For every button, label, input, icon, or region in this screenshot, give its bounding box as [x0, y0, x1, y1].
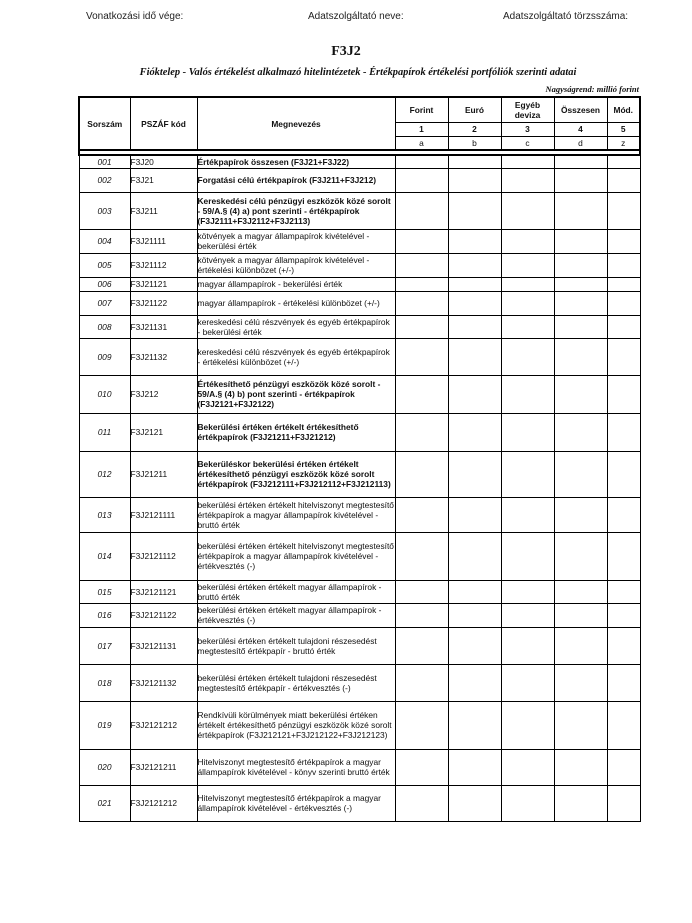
row-code: F3J21112 — [130, 253, 197, 277]
row-number: 006 — [79, 277, 130, 291]
col-euro-header: Euró — [448, 97, 501, 122]
value-cell-egyeb-deviza — [501, 291, 554, 315]
value-cell-euro — [448, 451, 501, 497]
table-row — [79, 155, 640, 168]
row-number: 010 — [79, 375, 130, 413]
value-cell-forint — [395, 497, 448, 532]
row-number: 008 — [79, 315, 130, 338]
col-letter: d — [554, 136, 607, 150]
value-cell-osszesen — [554, 315, 607, 338]
value-cell-egyeb-deviza — [501, 229, 554, 253]
value-cell-forint — [395, 451, 448, 497]
value-cell-forint — [395, 253, 448, 277]
table-row — [79, 532, 640, 580]
value-cell-forint — [395, 277, 448, 291]
value-cell-euro — [448, 168, 501, 192]
value-cell-mod — [607, 168, 640, 192]
value-cell-forint — [395, 375, 448, 413]
value-cell-egyeb-deviza — [501, 451, 554, 497]
row-code: F3J2121211 — [130, 749, 197, 785]
value-cell-egyeb-deviza — [501, 338, 554, 375]
value-cell-euro — [448, 155, 501, 168]
row-code: F3J20 — [130, 155, 197, 168]
value-cell-euro — [448, 253, 501, 277]
value-cell-forint — [395, 155, 448, 168]
col-letter: c — [501, 136, 554, 150]
row-description: kereskedési célú részvények és egyéb értékpapírok - értékelési különbözet (+/-) — [197, 338, 395, 375]
value-cell-mod — [607, 749, 640, 785]
row-description: bekerülési értéken értékelt tulajdoni részesedést megtestesítő értékpapír - bruttó érték — [197, 627, 395, 664]
row-number: 013 — [79, 497, 130, 532]
table-row — [79, 253, 640, 277]
col-letter: b — [448, 136, 501, 150]
value-cell-mod — [607, 155, 640, 168]
value-cell-euro — [448, 627, 501, 664]
table-row — [79, 229, 640, 253]
row-description: bekerülési értéken értékelt tulajdoni részesedést megtestesítő értékpapír - értékvesztés (-) — [197, 664, 395, 701]
value-cell-forint — [395, 229, 448, 253]
value-cell-mod — [607, 497, 640, 532]
value-cell-egyeb-deviza — [501, 155, 554, 168]
value-cell-egyeb-deviza — [501, 749, 554, 785]
value-cell-egyeb-deviza — [501, 627, 554, 664]
table-row — [79, 497, 640, 532]
row-number: 003 — [79, 192, 130, 229]
value-cell-egyeb-deviza — [501, 497, 554, 532]
col-number: 3 — [501, 122, 554, 136]
row-description: Bekerülési értéken értékelt értékesíthető értékpapírok (F3J21211+F3J21212) — [197, 413, 395, 451]
row-code: F3J21122 — [130, 291, 197, 315]
row-code: F3J2121 — [130, 413, 197, 451]
row-number: 002 — [79, 168, 130, 192]
table-row — [79, 701, 640, 749]
value-cell-osszesen — [554, 497, 607, 532]
col-kod-header: PSZÁF kód — [130, 97, 197, 150]
value-cell-mod — [607, 701, 640, 749]
value-cell-mod — [607, 291, 640, 315]
ref-date-label: Vonatkozási idő vége: — [86, 11, 184, 22]
row-code: F3J2121121 — [130, 580, 197, 603]
value-cell-forint — [395, 627, 448, 664]
value-cell-euro — [448, 785, 501, 821]
row-code: F3J211 — [130, 192, 197, 229]
value-cell-egyeb-deviza — [501, 277, 554, 291]
row-number: 001 — [79, 155, 130, 168]
col-osszesen-header: Összesen — [554, 97, 607, 122]
table-row — [79, 664, 640, 701]
value-cell-osszesen — [554, 253, 607, 277]
value-cell-osszesen — [554, 785, 607, 821]
value-cell-osszesen — [554, 603, 607, 627]
row-description: Bekerüléskor bekerülési értéken értékelt értékesíthető pénzügyi eszközök közé sorolt értékpapírok (F3J212111+F3J212112+F3J212113) — [197, 451, 395, 497]
col-number: 4 — [554, 122, 607, 136]
row-number: 014 — [79, 532, 130, 580]
value-cell-mod — [607, 413, 640, 451]
value-cell-osszesen — [554, 168, 607, 192]
value-cell-forint — [395, 315, 448, 338]
col-megnevezes-header: Megnevezés — [197, 97, 395, 150]
value-cell-forint — [395, 580, 448, 603]
row-description: Hitelviszonyt megtestesítő értékpapírok a magyar állampapírok kivételével - értékvesztés (-) — [197, 785, 395, 821]
col-forint-header: Forint — [395, 97, 448, 122]
value-cell-osszesen — [554, 229, 607, 253]
row-number: 018 — [79, 664, 130, 701]
provider-id-label: Adatszolgáltató törzsszáma: — [503, 11, 629, 22]
table-row — [79, 580, 640, 603]
value-cell-euro — [448, 291, 501, 315]
value-cell-euro — [448, 192, 501, 229]
value-cell-osszesen — [554, 277, 607, 291]
value-cell-egyeb-deviza — [501, 168, 554, 192]
value-cell-osszesen — [554, 375, 607, 413]
table-row — [79, 168, 640, 192]
col-number: 2 — [448, 122, 501, 136]
row-code: F3J21 — [130, 168, 197, 192]
row-number: 005 — [79, 253, 130, 277]
value-cell-osszesen — [554, 701, 607, 749]
row-description: magyar állampapírok - értékelési különbözet (+/-) — [197, 291, 395, 315]
value-cell-mod — [607, 375, 640, 413]
table-row — [79, 192, 640, 229]
value-cell-osszesen — [554, 291, 607, 315]
row-code: F3J21121 — [130, 277, 197, 291]
value-cell-egyeb-deviza — [501, 603, 554, 627]
value-cell-egyeb-deviza — [501, 253, 554, 277]
value-cell-mod — [607, 315, 640, 338]
row-code: F3J212 — [130, 375, 197, 413]
value-cell-mod — [607, 192, 640, 229]
value-cell-mod — [607, 451, 640, 497]
table-row — [79, 451, 640, 497]
table-row — [79, 291, 640, 315]
value-cell-forint — [395, 532, 448, 580]
row-description: bekerülési értéken értékelt hitelviszonyt megtestesítő értékpapírok a magyar állampapírok kivételével - értékvesztés (-) — [197, 532, 395, 580]
row-number: 007 — [79, 291, 130, 315]
value-cell-mod — [607, 229, 640, 253]
row-description: bekerülési értéken értékelt magyar állampapírok - értékvesztés (-) — [197, 603, 395, 627]
row-code: F3J2121212 — [130, 785, 197, 821]
row-description: Értékesíthető pénzügyi eszközök közé sorolt - 59/A.§ (4) b) pont szerinti - értékpapírok (F3J2121+F3J2122) — [197, 375, 395, 413]
value-cell-forint — [395, 338, 448, 375]
value-cell-euro — [448, 532, 501, 580]
table-row — [79, 603, 640, 627]
table-body — [79, 155, 640, 821]
row-number: 017 — [79, 627, 130, 664]
row-description: Kereskedési célú pénzügyi eszközök közé sorolt - 59/A.§ (4) a) pont szerinti - értékpapírok (F3J2111+F3J2112+F3J2113) — [197, 192, 395, 229]
col-number: 1 — [395, 122, 448, 136]
row-number: 019 — [79, 701, 130, 749]
value-cell-egyeb-deviza — [501, 315, 554, 338]
value-cell-euro — [448, 338, 501, 375]
col-egyeb-deviza-header: Egyéb deviza — [501, 97, 554, 122]
value-cell-osszesen — [554, 413, 607, 451]
col-number: 5 — [607, 122, 640, 136]
row-code: F3J2121112 — [130, 532, 197, 580]
value-cell-egyeb-deviza — [501, 664, 554, 701]
row-number: 009 — [79, 338, 130, 375]
row-number: 015 — [79, 580, 130, 603]
row-number: 020 — [79, 749, 130, 785]
value-cell-mod — [607, 603, 640, 627]
table-row — [79, 413, 640, 451]
value-cell-osszesen — [554, 580, 607, 603]
col-sorszam-header: Sorszám — [79, 97, 130, 150]
table-row — [79, 785, 640, 821]
value-cell-osszesen — [554, 664, 607, 701]
col-letter: a — [395, 136, 448, 150]
value-cell-osszesen — [554, 451, 607, 497]
value-cell-forint — [395, 749, 448, 785]
value-cell-euro — [448, 229, 501, 253]
row-code: F3J21211 — [130, 451, 197, 497]
value-cell-mod — [607, 532, 640, 580]
value-cell-euro — [448, 497, 501, 532]
row-description: Forgatási célú értékpapírok (F3J211+F3J212) — [197, 168, 395, 192]
value-cell-forint — [395, 291, 448, 315]
row-description: Rendkívüli körülmények miatt bekerülési értéken értékelt értékesíthető pénzügyi eszközök közé sorolt értékpapírok (F3J212121+F3J212122+F3J212123) — [197, 701, 395, 749]
value-cell-euro — [448, 277, 501, 291]
col-letter: z — [607, 136, 640, 150]
row-number: 012 — [79, 451, 130, 497]
table-row — [79, 277, 640, 291]
row-number: 004 — [79, 229, 130, 253]
form-code: F3J2 — [331, 44, 361, 59]
value-cell-forint — [395, 603, 448, 627]
form-subtitle: Fióktelep - Valós értékelést alkalmazó hitelintézetek - Értékpapírok értékelési portfóliók szerinti adatai — [139, 67, 577, 78]
value-cell-osszesen — [554, 749, 607, 785]
table-row — [79, 627, 640, 664]
unit-note: Nagyságrend: millió forint — [545, 84, 639, 94]
value-cell-euro — [448, 664, 501, 701]
value-cell-egyeb-deviza — [501, 375, 554, 413]
row-description: kötvények a magyar állampapírok kivételével - bekerülési érték — [197, 229, 395, 253]
value-cell-euro — [448, 315, 501, 338]
value-cell-egyeb-deviza — [501, 413, 554, 451]
value-cell-euro — [448, 749, 501, 785]
row-number: 016 — [79, 603, 130, 627]
row-description: kereskedési célú részvények és egyéb értékpapírok - bekerülési érték — [197, 315, 395, 338]
value-cell-mod — [607, 277, 640, 291]
row-code: F3J2121132 — [130, 664, 197, 701]
value-cell-mod — [607, 338, 640, 375]
value-cell-egyeb-deviza — [501, 701, 554, 749]
value-cell-mod — [607, 664, 640, 701]
value-cell-forint — [395, 168, 448, 192]
value-cell-osszesen — [554, 532, 607, 580]
row-code: F3J21131 — [130, 315, 197, 338]
row-code: F3J2121212 — [130, 701, 197, 749]
value-cell-osszesen — [554, 155, 607, 168]
row-description: kötvények a magyar állampapírok kivételével - értékelési különbözet (+/-) — [197, 253, 395, 277]
table-row — [79, 338, 640, 375]
value-cell-forint — [395, 701, 448, 749]
row-code: F3J21111 — [130, 229, 197, 253]
row-description: magyar állampapírok - bekerülési érték — [197, 277, 395, 291]
value-cell-mod — [607, 627, 640, 664]
provider-name-label: Adatszolgáltató neve: — [308, 11, 404, 22]
table-header — [79, 97, 640, 155]
value-cell-egyeb-deviza — [501, 785, 554, 821]
value-cell-euro — [448, 603, 501, 627]
col-mod-header: Mód. — [607, 97, 640, 122]
row-description: Hitelviszonyt megtestesítő értékpapírok a magyar állampapírok kivételével - könyv szerinti bruttó érték — [197, 749, 395, 785]
row-number: 021 — [79, 785, 130, 821]
value-cell-euro — [448, 375, 501, 413]
value-cell-forint — [395, 785, 448, 821]
table-row — [79, 749, 640, 785]
value-cell-euro — [448, 701, 501, 749]
value-cell-mod — [607, 785, 640, 821]
value-cell-osszesen — [554, 192, 607, 229]
row-code: F3J2121122 — [130, 603, 197, 627]
value-cell-forint — [395, 192, 448, 229]
row-code: F3J2121111 — [130, 497, 197, 532]
value-cell-osszesen — [554, 627, 607, 664]
value-cell-forint — [395, 413, 448, 451]
row-description: Értékpapírok összesen (F3J21+F3J22) — [197, 155, 395, 168]
value-cell-mod — [607, 253, 640, 277]
value-cell-osszesen — [554, 338, 607, 375]
table-row — [79, 315, 640, 338]
row-description: bekerülési értéken értékelt hitelviszonyt megtestesítő értékpapírok a magyar állampapírok kivételével - bruttó érték — [197, 497, 395, 532]
row-description: bekerülési értéken értékelt magyar állampapírok - bruttó érték — [197, 580, 395, 603]
value-cell-euro — [448, 413, 501, 451]
value-cell-egyeb-deviza — [501, 532, 554, 580]
table-row — [79, 375, 640, 413]
value-cell-egyeb-deviza — [501, 580, 554, 603]
portfolio-table — [78, 96, 641, 822]
row-code: F3J2121131 — [130, 627, 197, 664]
value-cell-forint — [395, 664, 448, 701]
value-cell-mod — [607, 580, 640, 603]
row-number: 011 — [79, 413, 130, 451]
value-cell-euro — [448, 580, 501, 603]
value-cell-egyeb-deviza — [501, 192, 554, 229]
row-code: F3J21132 — [130, 338, 197, 375]
